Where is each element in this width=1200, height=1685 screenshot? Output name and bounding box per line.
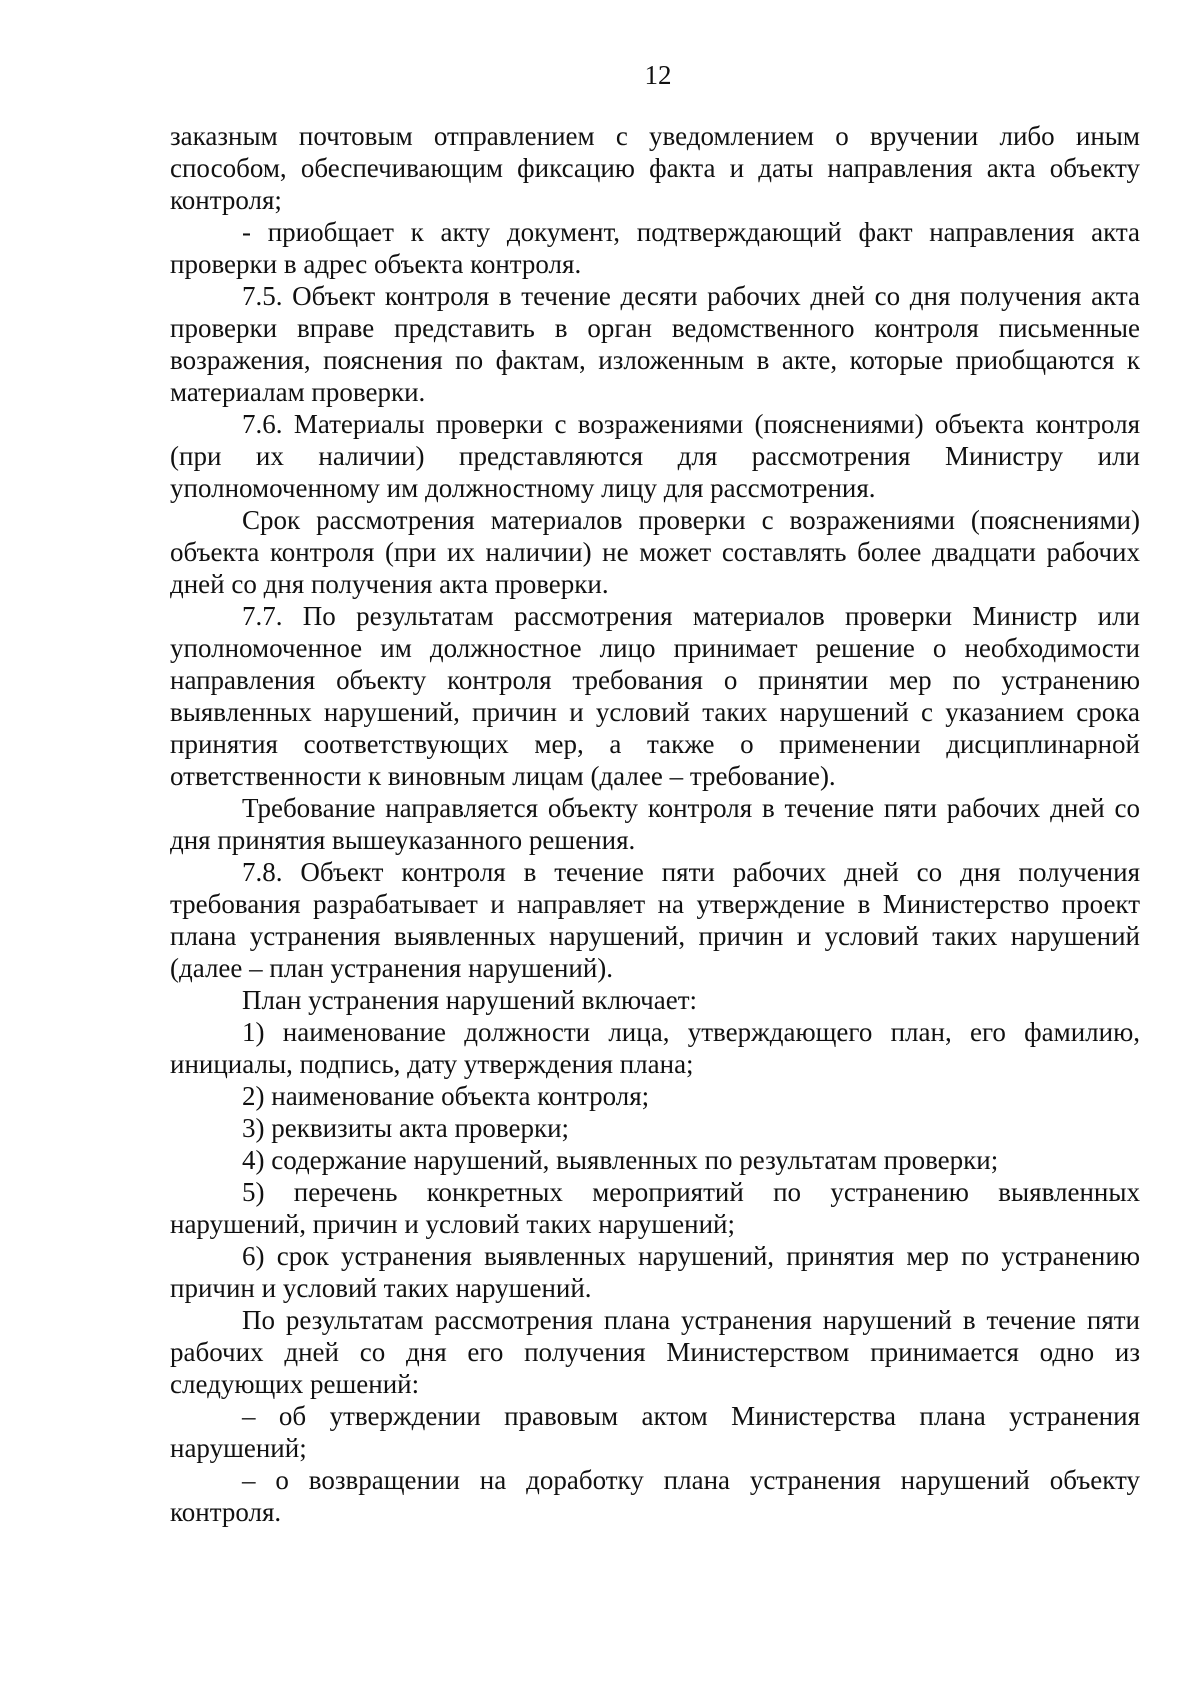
paragraph-decisions: По результатам рассмотрения плана устранения нарушений в течение пяти рабочих дней со дня его получения Министерством принимается одно из следующих решений: [170, 1305, 1140, 1399]
decision-approve: – об утверждении правовым актом Министерства плана устранения нарушений; [170, 1401, 1140, 1463]
paragraph-attach-document: - приобщает к акту документ, подтверждающий факт направления акта проверки в адрес объекта контроля. [170, 217, 1140, 279]
paragraph-7-8: 7.8. Объект контроля в течение пяти рабочих дней со дня получения требования разрабатывает и направляет на утверждение в Министерство проект плана устранения выявленных нарушений, причин и условий таких нарушений (далее – план устранения нарушений). [170, 857, 1140, 983]
document-body [170, 120, 1140, 1528]
list-item-2: 2) наименование объекта контроля; [242, 1081, 650, 1111]
paragraph-7-5: 7.5. Объект контроля в течение десяти рабочих дней со дня получения акта проверки вправе представить в орган ведомственного контроля письменные возражения, пояснения по фактам, изложенным в акте, которые приобщаются к материалам проверки. [170, 281, 1140, 407]
page-number: 12 [644, 60, 672, 90]
paragraph-plan-includes: План устранения нарушений включает: [242, 985, 698, 1015]
decision-return: – о возвращении на доработку плана устранения нарушений объекту контроля. [170, 1465, 1140, 1527]
paragraph-7-6: 7.6. Материалы проверки с возражениями (пояснениями) объекта контроля (при их наличии) представляются для рассмотрения Министру или уполномоченному им должностному лицу для рассмотрения. [170, 409, 1140, 503]
paragraph-requirement-sent: Требование направляется объекту контроля в течение пяти рабочих дней со дня принятия вышеуказанного решения. [170, 793, 1140, 855]
list-item-4: 4) содержание нарушений, выявленных по результатам проверки; [242, 1145, 999, 1175]
paragraph-7-7: 7.7. По результатам рассмотрения материалов проверки Министр или уполномоченное им должностное лицо принимает решение о необходимости направления объекту контроля требования о принятии мер по устранению выявленных нарушений, причин и условий таких нарушений с указанием срока принятия соответствующих мер, а также о применении дисциплинарной ответственности к виновным лицам (далее – требование). [170, 601, 1140, 791]
list-item-6: 6) срок устранения выявленных нарушений, принятия мер по устранению причин и условий таких нарушений. [170, 1241, 1140, 1303]
list-item-3: 3) реквизиты акта проверки; [242, 1113, 570, 1143]
paragraph-continuation: заказным почтовым отправлением с уведомлением о вручении либо иным способом, обеспечивающим фиксацию факта и даты направления акта объекту контроля; [170, 121, 1140, 215]
list-item-1: 1) наименование должности лица, утверждающего план, его фамилию, инициалы, подпись, дату утверждения плана; [170, 1017, 1140, 1079]
paragraph-review-period: Срок рассмотрения материалов проверки с возражениями (пояснениями) объекта контроля (при их наличии) не может составлять более двадцати рабочих дней со дня получения акта проверки. [170, 505, 1140, 599]
list-item-5: 5) перечень конкретных мероприятий по устранению выявленных нарушений, причин и условий таких нарушений; [170, 1177, 1140, 1239]
